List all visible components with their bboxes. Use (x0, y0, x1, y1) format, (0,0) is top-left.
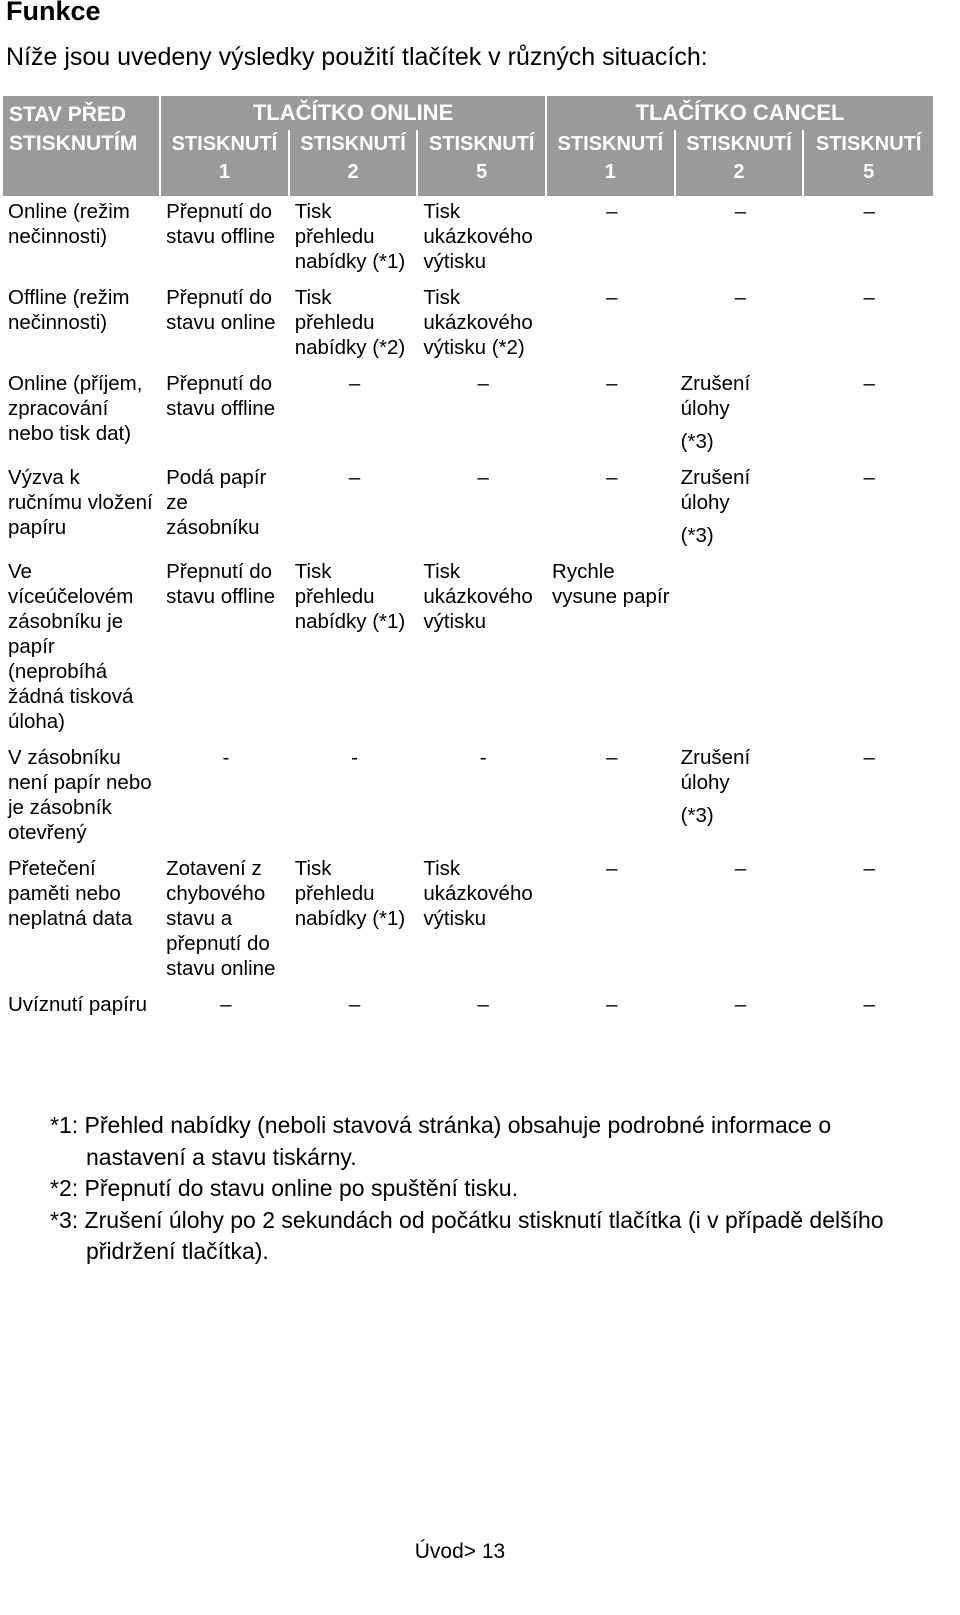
page-subtitle: Níže jsou uvedeny výsledky použití tlačítek v různých situacích: (6, 43, 708, 71)
table-cell: - (351, 746, 358, 769)
row-state: Uvíznutí papíru (8, 993, 148, 1016)
footnote-ref: (*3) (680, 524, 714, 547)
table-row (3, 989, 933, 1025)
header-cancel-button: TLAČÍTKO CANCEL (547, 96, 933, 130)
table-cell: – (734, 857, 747, 880)
table-cell: Přepnutí do stavu offline (166, 560, 276, 608)
table-cell: – (220, 993, 232, 1016)
page-title: Funkce (6, 0, 101, 26)
header-online-press-2: STISKNUTÍ 2 (290, 130, 419, 196)
table-cell: – (477, 993, 489, 1016)
footnote-ref: (*3) (680, 430, 714, 453)
table-cell: Podá papír ze zásobníku (166, 466, 267, 539)
table-cell: Tisk přehledu nabídky (*2) (294, 286, 406, 359)
table-cell: Zrušení úlohy (*3) (676, 368, 805, 462)
row-state: Online (příjem, zpracování nebo tisk dat) (8, 372, 143, 445)
footnote-3: *3: Zrušení úlohy po 2 sekundách od počátku stisknutí tlačítka (i v případě delšího přidržení tlačítka). (50, 1206, 884, 1264)
table-cell: Zrušení úlohy (*3) (676, 462, 805, 556)
table-cell: – (606, 286, 618, 309)
table-cell: – (606, 857, 618, 880)
table-cell: – (348, 372, 361, 395)
table-cell: Přepnutí do stavu offline (166, 372, 276, 420)
table-cell: – (863, 746, 875, 769)
table-cell: – (734, 993, 747, 1016)
table-cell: Tisk ukázkového výtisku (423, 857, 533, 930)
table-cell: Tisk přehledu nabídky (*1) (294, 857, 406, 930)
table-cell: - (479, 746, 487, 769)
table-cell (676, 556, 805, 742)
row-state: Výzva k ručnímu vložení papíru (8, 466, 153, 539)
table-cell: – (734, 286, 747, 309)
row-state: Ve víceúčelovém zásobníku je papír (neprobíhá žádná tisková úloha) (8, 560, 134, 733)
header-cancel-press-1: STISKNUTÍ 1 (547, 130, 676, 196)
header-online-button: TLAČÍTKO ONLINE (161, 96, 547, 130)
table-cell: Rychle vysune papír (552, 560, 670, 608)
table-row (3, 556, 933, 742)
table-cell: – (863, 372, 875, 395)
header-online-press-1: STISKNUTÍ 1 (161, 130, 290, 196)
row-state: V zásobníku není papír nebo je zásobník otevřený (8, 746, 152, 844)
table-cell: – (606, 372, 618, 395)
header-online-press-5: STISKNUTÍ 5 (418, 130, 547, 196)
table-row (3, 853, 933, 989)
table-row (3, 368, 933, 462)
footnote-1: *1: Přehled nabídky (neboli stavová stránka) obsahuje podrobné informace o nastavení a stavu tiskárny. (50, 1112, 832, 1170)
table-cell: Přepnutí do stavu offline (166, 200, 276, 248)
table-row (3, 282, 933, 368)
table-cell: Přepnutí do stavu online (166, 286, 276, 334)
table-cell: – (348, 466, 361, 489)
page-footer (0, 1540, 960, 1564)
table-cell: – (477, 372, 489, 395)
table-cell: Zrušení úlohy (*3) (676, 742, 805, 853)
table-cell: – (863, 993, 875, 1016)
table-cell: Zotavení z chybového stavu a přepnutí do stavu online (166, 857, 276, 980)
footnote-ref: (*3) (680, 804, 714, 827)
table-cell: – (348, 993, 361, 1016)
table-cell: Tisk ukázkového výtisku (*2) (423, 286, 533, 359)
button-functions-table (3, 96, 933, 1025)
table-cell: – (606, 746, 618, 769)
header-state: STAV PŘED STISKNUTÍM (3, 96, 161, 196)
table-cell (804, 556, 933, 742)
row-state: Online (režim nečinnosti) (8, 200, 130, 248)
page-number: Úvod> 13 (414, 1540, 506, 1563)
table-cell: – (863, 200, 875, 223)
header-cancel-press-5: STISKNUTÍ 5 (804, 130, 933, 196)
table-cell: Tisk přehledu nabídky (*1) (294, 560, 406, 633)
table-cell: – (477, 466, 489, 489)
table-cell: Tisk ukázkového výtisku (423, 200, 533, 273)
table-cell: – (863, 286, 875, 309)
table-row (3, 462, 933, 556)
table-row (3, 196, 933, 282)
table-cell: – (863, 466, 875, 489)
table-cell: – (606, 466, 618, 489)
table-row (3, 742, 933, 853)
table-cell: Tisk ukázkového výtisku (423, 560, 533, 633)
table-cell: – (734, 200, 747, 223)
table-cell: – (606, 993, 618, 1016)
table-cell: – (863, 857, 875, 880)
footnotes (50, 1110, 910, 1268)
footnote-2: *2: Přepnutí do stavu online po spuštění tisku. (50, 1175, 518, 1201)
table-cell: - (222, 746, 230, 769)
row-state: Offline (režim nečinnosti) (8, 286, 130, 334)
row-state: Přetečení paměti nebo neplatná data (8, 857, 133, 930)
table-cell: – (606, 200, 618, 223)
header-cancel-press-2: STISKNUTÍ 2 (676, 130, 805, 196)
table-cell: Tisk přehledu nabídky (*1) (294, 200, 406, 273)
